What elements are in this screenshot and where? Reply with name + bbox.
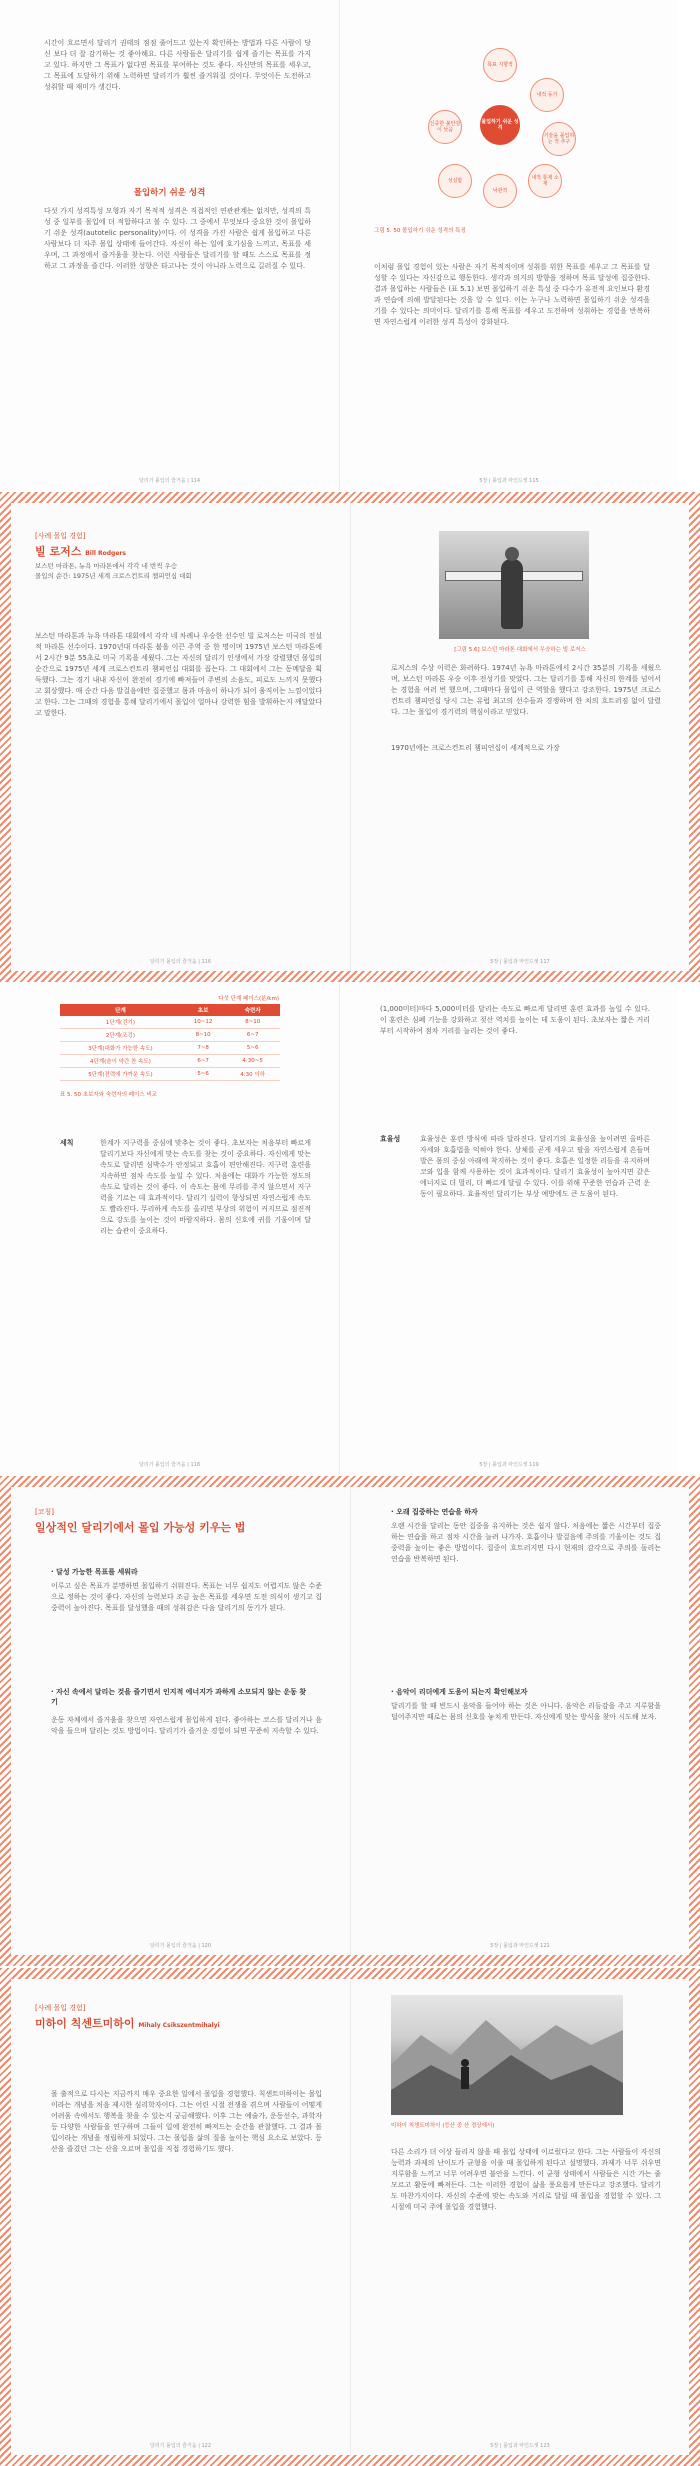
spread-5 — [0, 1968, 700, 2466]
spread-inner — [11, 1487, 689, 1955]
page-folio: 5장 | 몰입과 마인드셋 123 — [490, 2443, 550, 2449]
page-folio: 5장 | 몰입과 마인드셋 121 — [490, 1943, 550, 1949]
table-caption: 표 5. 50 초보자와 숙련자의 페이스 비교 — [60, 1092, 158, 1098]
left-page — [11, 503, 350, 971]
body-text: 보스턴 마라톤과 뉴욕 마라톤 대회에서 각각 네 차례나 우승한 선수인 빌 로저스는 미국의 전설적 마라톤 선수이다. 1970년대 마라톤 붐을 이끈 주역 중 한 명이며 1975년 보스턴 마라톤에서 2시간 9분 55초로 미국 기록을 세웠다. 그는 자신의 달리기 인생에서 가장 강렬했던 몰입의 순간으로 1975년 세계 크로스컨트리 챔피언십 대회를 꼽는다. 그 대회에서 그는 동메달을 획득했다. 그는 경기 내내 자신이 완전히 경기에 빠져들어 주변의 소음도, 피로도 느끼지 못했다고 회상했다. 매 순간 다음 발걸음에만 집중했고 몸과 마음이 하나가 되어 움직이는 느낌이었다고 한다. 그는 그때의 경험을 통해 달리기에서 몰입이 얼마나 강력한 힘을 발휘하는지 깨달았다고 말한다. — [35, 632, 322, 717]
table-header: 초보 — [181, 1004, 225, 1016]
section-heading: 몰입하기 쉬운 성격 — [133, 188, 206, 198]
diagram-center: 몰입하기 쉬운 성격 — [480, 105, 520, 145]
spread-2 — [0, 492, 700, 982]
body-text: 달리기를 할 때 빈드시 음악을 들어야 하는 것은 아니다. 음악은 리듬감을 주고 지루함을 덜어주지만 때로는 몸의 신호를 놓치게 만든다. 자신에게 맞는 방식을 찾아 시도해 보자. — [391, 1702, 661, 1721]
right-page — [339, 984, 678, 1474]
table-row — [60, 1042, 280, 1055]
runner-head — [505, 547, 519, 561]
case-name — [35, 543, 126, 559]
table-row — [60, 1016, 280, 1029]
subsection-label: 효율성 — [380, 1135, 401, 1143]
table-cell: 4:30~5 — [225, 1055, 280, 1068]
left-page — [11, 1487, 350, 1955]
photo-caption: 미하이 칙센트미하이 (등산 중 산 정상에서) — [391, 2123, 495, 2129]
case-name-en: Bill Rodgers — [85, 550, 126, 557]
table-cell: 5~6 — [181, 1068, 225, 1081]
table-cell: 10~12 — [181, 1016, 225, 1029]
body-text: 다섯 가지 성격특성 모형과 자기 목적적 성격은 직접적인 연관관계는 없지만, 성격의 특성 중 일부를 몰입에 더 적합하다고 볼 수 있다. 그 중에서 무엇보다 중요한 것이 몰입하기 쉬운 성격(autotelic personality)이다. 이 성격을 가진 사람은 쉽게 몰입하고 다른 사람보다 더 자주 몰입 상태에 들어간다. 자신이 하는 일에 호기심을 느끼고, 목표를 세우며, 그 과정에서 즐거움을 찾는다. 이런 사람들은 달리기를 할 때도 스스로 목표를 정하고 그 과정을 즐긴다. 이러한 성향은 타고나는 것이 아니라 노력으로 길러질 수 있다. — [44, 207, 311, 270]
table-header: 단계 — [60, 1004, 181, 1016]
runner-photo — [439, 531, 589, 639]
body-text: 다른 소리가 더 이상 들리지 않을 때 몰입 상태에 이르렀다고 한다. 그는 사람들이 자신의 능력과 과제의 난이도가 균형을 이룰 때 몰입하게 된다고 설명했다. 과제가 너무 쉬우면 지루함을 느끼고 너무 어려우면 불안을 느낀다. 이 균형 상태에서 사람들은 시간 가는 줄 모르고 활동에 빠져든다. 그는 이러한 경험이 삶을 풍요롭게 만든다고 강조했다. 달리기도 마찬가지이다. 자신의 수준에 맞는 속도와 거리로 달릴 때 몰입을 경험할 수 있다. 그 시절에 미국 주에 몰입을 경험했다. — [391, 2148, 661, 2211]
body-text: 이루고 싶은 목표가 분명하면 몰입하기 쉬워진다. 목표는 너무 쉽지도 어렵지도 않은 수준으로 정하는 것이 좋다. 자신의 능력보다 조금 높은 목표를 세우면 도전 의식이 생기고 집중력이 높아진다. 목표를 달성했을 때의 성취감은 다음 달리기의 동기가 된다. — [51, 1582, 322, 1612]
hiker-head — [461, 2059, 469, 2067]
left-page — [0, 984, 339, 1474]
case-name-en: Mihaly Csikszentmihalyi — [138, 2022, 220, 2029]
table-cell: 8~10 — [225, 1016, 280, 1029]
right-page — [350, 1487, 689, 1955]
body-text: 시간이 흐르면서 달리기 권태의 점점 줄어드고 있는지 확인하는 방법과 다른 사람이 당신 보다 더 잘 감기하는 것 좋아해요. 다른 사람들은 달리기를 쉽게 즐기는 목표를 가지고 있다. 하지만 그 목표가 없다면 목표를 부여하는 것도 좋다. 자신만의 목표를 세우고, 그 목표에 도달하기 위해 노력하면 달리기가 훨씬 즐거워질 것이다. 무엇이든 도전하고 성취할 때 재미가 생긴다. — [44, 39, 311, 91]
runner-figure — [501, 559, 523, 629]
table-cell: 1단계(걷기) — [60, 1016, 181, 1029]
table-cell: 8~10 — [181, 1029, 225, 1042]
tip-heading: · 오래 집중하는 연습을 하자 — [391, 1508, 478, 1516]
table-title: 다섯 단계 페이스(분/km) — [218, 996, 279, 1002]
coaching-tag: [코칭] — [35, 1508, 54, 1516]
table-cell: 7~8 — [181, 1042, 225, 1055]
table-cell: 4단계(숨이 약간 찬 속도) — [60, 1055, 181, 1068]
table-cell: 5~6 — [225, 1042, 280, 1055]
body-text: 한계가 지구력을 중심에 맞추는 것이 좋다. 초보자는 처음부터 빠르게 달리기보다 자신에게 맞는 속도를 찾는 것이 중요하다. 자신에게 맞는 속도로 달리면 심박수가 안정되고 호흡이 편안해진다. 지구력 훈련을 지속하면 점차 속도를 높일 수 있다. 처음에는 대화가 가능한 정도의 속도로 달리는 것이 좋다. 이 속도는 몸에 무리를 주지 않으면서 지구력을 기르는 데 효과적이다. 달리기 실력이 향상되면 자연스럽게 속도도 빨라진다. 무리하게 속도를 올리면 부상의 위험이 커지므로 점진적으로 강도를 높이는 것이 바람직하다. 몸의 신호에 귀를 기울이며 달리는 습관이 중요하다. — [100, 1139, 311, 1235]
page-folio: 달리기 몰입의 즐거움 | 118 — [138, 1462, 201, 1468]
case-tag: [사례 몰입 경험] — [35, 2004, 86, 2012]
body-text: 이처럼 몰입 경험이 있는 사람은 자기 목적적이며 성취를 위한 목표를 세우고 그 목표를 달성할 수 있다는 자신감으로 행동한다. 생각과 의지의 방향을 정하며 목표 달성에 집중한다. 결과 몰입하는 사람들은 (표 5.1) 보면 몰입하기 쉬운 특성 중 다수가 유전적 요인보다 환경과 연습에 의해 발달된다는 것을 알 수 있다. 이는 누구나 노력하면 몰입하기 쉬운 성격을 기를 수 있다는 의미이다. 달리기를 통해 목표를 세우고 도전하며 성취하는 경험을 반복하면 자연스럽게 이러한 성격 특성이 강화된다. — [374, 263, 650, 326]
photo-caption: [그림 5.6] 보스턴 마라톤 대회에서 우승하는 빌 로저스 — [454, 647, 586, 653]
case-name — [35, 2015, 220, 2031]
table-row — [60, 1029, 280, 1042]
right-page — [350, 503, 689, 971]
mountain-photo — [391, 1995, 623, 2115]
page-folio: 5장 | 몰입과 마인드셋 115 — [479, 478, 539, 484]
diagram-node: 성실함 — [438, 164, 472, 198]
table-header: 숙련자 — [225, 1004, 280, 1016]
page-folio: 달리기 몰입의 즐거움 | 114 — [138, 478, 201, 484]
diagram-node: 기술을 몰입하는 것 추구 — [542, 122, 576, 156]
table-cell: 6~7 — [181, 1055, 225, 1068]
spread-1 — [0, 0, 700, 490]
case-subtitle: 몰입의 순간: 1975년 세계 크로스컨트리 챔피언십 대회 — [35, 572, 192, 580]
right-page — [350, 1979, 689, 2455]
tip-heading: · 자신 속에서 달리는 것을 즐기면서 인지적 에너지가 과하게 소모되지 않는 운동 찾기 — [51, 1688, 307, 1706]
figure-caption: 그림 5. 50 몰입하기 쉬운 성격의 특징 — [374, 228, 466, 234]
right-page — [339, 0, 678, 490]
hiker-figure — [461, 2067, 469, 2089]
tip-heading: · 음악이 리더에게 도움이 되는지 확인해보자 — [391, 1688, 528, 1696]
body-text: 로저스의 수상 이력은 화려하다. 1974년 뉴욕 마라톤에서 2시간 35분의 기록을 세웠으며, 보스턴 마라톤 우승 이후 전성기를 맞았다. 그는 달리기를 통해 자신의 한계를 넘어서는 경험을 여러 번 했으며, 그때마다 몰입이 큰 역할을 했다고 강조한다. 1975년 크로스컨트리 챔피언십 당시 그는 유럽 최고의 선수들과 경쟁하며 한 치의 흐트러짐 없이 달렸다. 그는 몰입이 경기력의 핵심이라고 믿었다. — [391, 664, 661, 716]
spread-3 — [0, 984, 700, 1474]
case-tag: [사례 몰입 경험] — [35, 532, 86, 540]
diagram-node: 목표 지향적 — [483, 48, 517, 82]
case-name-ko: 미하이 칙센트미하이 — [35, 2017, 135, 2030]
table-cell: 3단계(대화가 가능한 속도) — [60, 1042, 181, 1055]
spread-inner — [11, 1979, 689, 2455]
diagram-node: 내적 통제 소재 — [528, 164, 562, 198]
diagram-node: 내적 동기 — [530, 78, 564, 112]
page-folio: 5장 | 몰입과 마인드셋 119 — [479, 1462, 539, 1468]
tip-heading: · 달성 가능한 목표를 세워라 — [51, 1568, 138, 1576]
subsection-label: 세칙 — [60, 1139, 74, 1147]
body-text: 몰 출적으로 다시는 지금까지 매우 중요한 일에서 몰입을 경험했다. 칙센트미하이는 몰입이라는 개념을 처음 제시한 심리학자이다. 그는 어린 시절 전쟁을 겪으며 사람들이 어떻게 어려움 속에서도 행복을 찾을 수 있는지 궁금해했다. 이후 그는 예술가, 운동선수, 과학자 등 다양한 사람들을 연구하며 그들이 일에 완전히 빠져드는 순간을 관찰했다. 그 결과 몰입이라는 개념을 정립하게 되었다. 그는 몰입을 삶의 질을 높이는 핵심 요소로 보았다. 등산을 즐겼던 그는 산을 오르며 몰입을 직접 경험하기도 했다. — [51, 2090, 322, 2153]
mountain-ridges — [391, 1995, 623, 2115]
pace-table — [60, 1004, 280, 1081]
table-row — [60, 1068, 280, 1081]
diagram-node: 신중한 불안감이 낮음 — [428, 110, 462, 144]
table-cell: 4:30 이하 — [225, 1068, 280, 1081]
table-cell: 5단계(전력에 가까운 속도) — [60, 1068, 181, 1081]
spread-4 — [0, 1476, 700, 1966]
coaching-title: 일상적인 달리기에서 몰입 가능성 키우는 법 — [35, 1521, 246, 1534]
left-page — [11, 1979, 350, 2455]
diagram-node: 낙관적 — [483, 174, 517, 208]
spread-inner — [11, 503, 689, 971]
table-cell: 2단계(조깅) — [60, 1029, 181, 1042]
page-folio: 달리기 몰입의 즐거움 | 120 — [149, 1943, 212, 1949]
table-row — [60, 1055, 280, 1068]
personality-diagram — [400, 40, 600, 210]
page-folio: 5장 | 몰입과 마인드셋 117 — [490, 959, 550, 965]
body-text: (1,000미터)마다 5,000미터를 달리는 속도로 빠르게 달리면 훈련 효과를 높일 수 있다. 이 훈련은 심폐 기능을 강화하고 젖산 역치를 높이는 데 도움이 된다. 초보자는 짧은 거리부터 시작하여 점차 거리를 늘리는 것이 좋다. — [380, 1005, 650, 1035]
left-page — [0, 0, 339, 490]
case-name-ko: 빌 로저스 — [35, 545, 82, 558]
page-folio: 달리기 몰입의 즐거움 | 116 — [149, 959, 212, 965]
page-folio: 달리기 몰입의 즐거움 | 122 — [149, 2443, 212, 2449]
body-text: 효율성은 훈련 방식에 따라 달라진다. 달리기의 효율성을 높이려면 올바른 자세와 호흡법을 익혀야 한다. 상체를 곧게 세우고 팔을 자연스럽게 흔들며 발은 몸의 중심 아래에 착지하는 것이 좋다. 호흡은 일정한 리듬을 유지하며 코와 입을 함께 사용하는 것이 효과적이다. 달리기 효율성이 높아지면 같은 에너지로 더 멀리, 더 빠르게 달릴 수 있다. 이를 위해 꾸준한 연습과 근력 운동이 필요하다. 효율적인 달리기는 부상 예방에도 큰 도움이 된다. — [420, 1135, 650, 1198]
body-text: 오랜 시간을 달리는 동안 집중을 유지하는 것은 쉽지 않다. 처음에는 짧은 시간부터 집중하는 연습을 하고 점차 시간을 늘려 나가자. 호흡이나 발걸음에 주의를 기울이는 것도 집중력을 높이는 좋은 방법이다. 집중이 흐트러지면 다시 현재의 감각으로 주의를 돌리는 연습을 반복하면 된다. — [391, 1522, 661, 1563]
body-text: 운동 자체에서 즐거움을 찾으면 자연스럽게 몰입하게 된다. 좋아하는 코스를 달리거나 음악을 들으며 달리는 것도 방법이다. 달리기가 즐거운 경험이 되면 꾸준히 지속할 수 있다. — [51, 1716, 322, 1735]
case-subtitle: 보스턴 마라톤, 뉴욕 마라톤에서 각각 네 번씩 우승 — [35, 562, 178, 570]
body-text: 1970년에는 크로스컨트리 챔피언십이 세계적으로 가장 — [391, 744, 560, 752]
table-cell: 6~7 — [225, 1029, 280, 1042]
